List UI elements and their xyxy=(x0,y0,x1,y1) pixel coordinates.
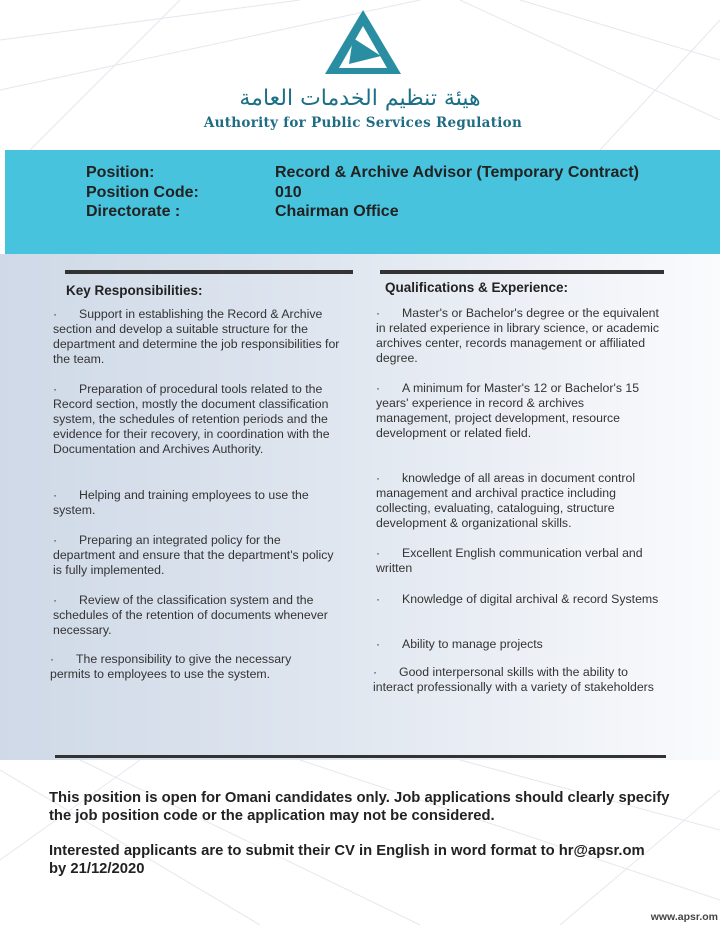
position-banner xyxy=(5,150,720,254)
position-label: Position: xyxy=(86,164,155,181)
qualifications-rule xyxy=(380,270,664,274)
bottom-rule xyxy=(55,755,666,758)
org-arabic-name: هيئة تنظيم الخدمات العامة xyxy=(239,86,481,111)
position-code-label: Position Code: xyxy=(86,184,199,201)
list-item: · Knowledge of digital archival & record Systems xyxy=(376,592,659,606)
list-item: · Helping and training employees to use the system. xyxy=(53,488,309,518)
list-item: · Good interpersonal skills with the ability to interact professionally with a variety of stakeholders xyxy=(373,665,654,695)
list-item: · Preparing an integrated policy for the department and ensure that the department's policy is fully implemented. xyxy=(53,533,334,578)
qualifications-heading: Qualifications & Experience: xyxy=(385,280,569,295)
list-item: · Excellent English communication verbal and written xyxy=(376,546,643,576)
triangle-logo-icon xyxy=(323,8,403,76)
directorate-value: Chairman Office xyxy=(275,203,399,220)
position-value: Record & Archive Advisor (Temporary Contract) xyxy=(275,164,639,181)
responsibilities-heading: Key Responsibilities: xyxy=(66,283,203,298)
apply-notice: Interested applicants are to submit their CV in English in word format to hr@apsr.om by 21/12/2020 xyxy=(49,843,645,877)
list-item: · knowledge of all areas in document control management and archival practice including collecting, evaluating, cataloguing, structure development & organizational skills. xyxy=(376,471,636,531)
website-link[interactable]: www.apsr.om xyxy=(650,911,718,923)
list-item: · A minimum for Master's 12 or Bachelor's 15 years' experience in record & archives management, project development, resource development or related field. xyxy=(376,381,640,441)
eligibility-notice: This position is open for Omani candidates only. Job applications should clearly specify the job position code or the application may not be considered. xyxy=(49,790,670,824)
responsibilities-rule xyxy=(65,270,353,274)
list-item: · Master's or Bachelor's degree or the equivalent in related experience in library science, or academic archives center, records management or affiliated degree. xyxy=(376,306,659,366)
list-item: · Support in establishing the Record & Archive section and develop a suitable structure for the department and determine the job responsibilities for the team. xyxy=(53,307,340,367)
header xyxy=(0,0,720,150)
list-item: · Review of the classification system and the schedules of the retention of documents whenever necessary. xyxy=(53,593,328,638)
position-code-value: 010 xyxy=(275,184,302,201)
list-item: · Ability to manage projects xyxy=(376,637,543,651)
directorate-label: Directorate : xyxy=(86,203,181,220)
list-item: · The responsibility to give the necessary permits to employees to use the system. xyxy=(50,652,292,682)
list-item: · Preparation of procedural tools related to the Record section, mostly the document classification system, the schedules of retention periods and the evidence for their recovery, in coordination with the Documentation and Archives Authority. xyxy=(53,382,330,457)
org-english-name: Authority for Public Services Regulation xyxy=(203,115,523,131)
